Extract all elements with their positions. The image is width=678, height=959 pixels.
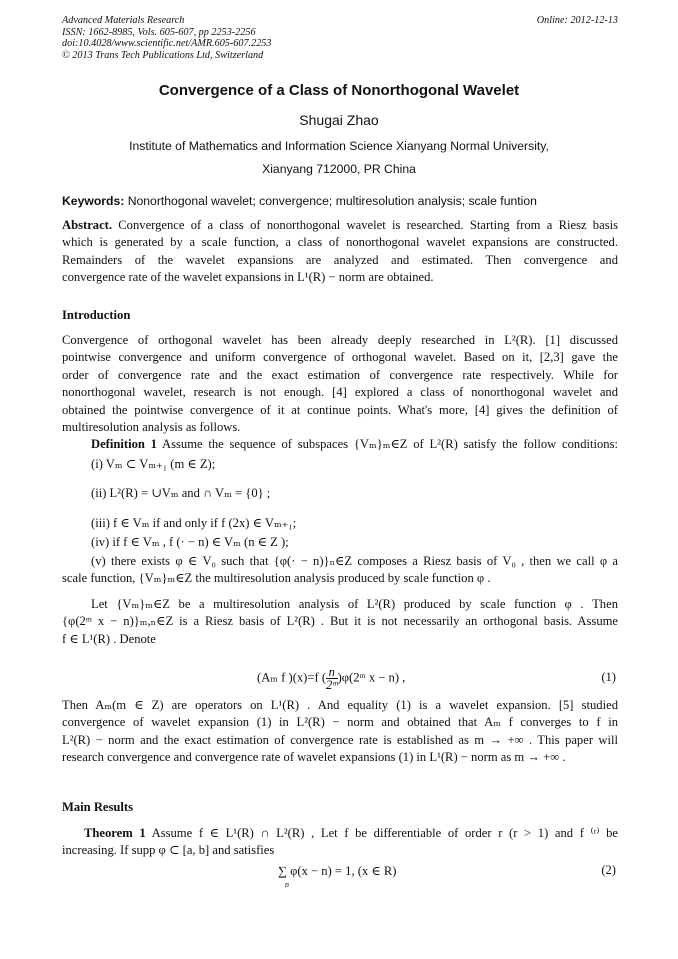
introduction-paragraph <box>62 332 618 436</box>
intro-line: nonorthogonal wavelet, research is not enough. [4] explored a class of nonorthogonal wavelet and <box>62 385 618 400</box>
theorem-1 <box>62 825 618 860</box>
eq2-subscript: n <box>285 880 289 889</box>
paper-title: Convergence of a Class of Nonorthogonal Wavelet <box>158 82 520 99</box>
eq1-numerator: n <box>326 666 338 679</box>
abstract-label: Abstract. <box>62 218 113 232</box>
condition-iii: (iii) f ∈ Vₘ if and only if f (2x) ∈ Vₘ₊₁; <box>91 516 297 530</box>
condition-ii: (ii) L²(R) = ∪Vₘ and ∩ Vₘ = {0} ; <box>91 486 271 500</box>
abstract-text-0: Convergence of a class of nonorthogonal wavelet is researched. Starting from a Riesz basis <box>118 218 618 232</box>
journal-header <box>62 15 618 61</box>
definition-text: Assume the sequence of subspaces {Vₘ}ₘ∈Z of L²(R) satisfy the follow conditions: <box>162 437 618 451</box>
let-line: {φ(2ᵐ x − n)}ₘ,ₙ∈Z is a Riesz basis of L²(R) . But it is not necessarily an orthogonal basis. Assume <box>62 614 618 629</box>
let-line: f ∈ L¹(R) . Denote <box>62 631 156 646</box>
intro-line: obtained the pointwise convergence of it at continue points. What's more, [4] gives the definition of <box>62 402 618 417</box>
theorem-line <box>62 825 618 842</box>
online-date: Online: 2012-12-13 <box>536 15 618 26</box>
theorem-line: increasing. If supp φ ⊂ [a, b] and satisfies <box>62 843 275 858</box>
affiliation-line-1: Institute of Mathematics and Information Science Xianyang Normal University, <box>129 139 549 153</box>
intro-line: multiresolution analysis as follows. <box>62 420 241 435</box>
intro-line: order of convergence rate and the exact estimation of convergence rate respectively. While for <box>62 367 618 382</box>
intro-line: pointwise convergence and uniform convergence of orthogonal wavelet. Based on it, [2,3] gave the <box>62 350 618 365</box>
author-name: Shugai Zhao <box>299 112 379 128</box>
abstract-line: Remainders of the wavelet expansions are analyzed and estimated. Then convergence and <box>62 252 618 267</box>
keywords-text: Nonorthogonal wavelet; convergence; multiresolution analysis; scale funtion <box>127 194 537 208</box>
issn-line: ISSN: 1662-8985, Vols. 605-607, pp 2253-2256 <box>62 26 256 38</box>
equation-1 <box>257 666 405 691</box>
abstract-line: which is generated by a scale function, a class of nonorthogonal wavelet expansions are constructed. <box>62 235 618 250</box>
eq2-body: ∑ φ(x − n) = 1, (x ∈ R) <box>278 864 397 878</box>
eq1-fraction <box>326 666 338 691</box>
abstract-line <box>62 217 618 234</box>
eq1-left: (Aₘ f )(x)=f ( <box>257 670 327 685</box>
affiliation-line-2: Xianyang 712000, PR China <box>262 162 416 176</box>
keywords <box>62 194 618 208</box>
equation-2 <box>278 863 397 889</box>
let-paragraph <box>62 596 618 648</box>
eq1-right: )φ(2ᵐ x − n) , <box>337 670 406 685</box>
definition-label: Definition 1 <box>91 437 157 451</box>
eq1-denominator: 2ᵐ <box>326 678 338 692</box>
then-line: L²(R) − norm and the exact estimation of convergence rate is established as m → +∞ . This paper will <box>62 732 618 747</box>
equation-1-number: (1) <box>601 670 616 684</box>
abstract-line: convergence rate of the wavelet expansions in L¹(R) − norm are obtained. <box>62 270 434 285</box>
then-line: Then Aₘ(m ∈ Z) are operators on L¹(R) . And equality (1) is a wavelet expansion. [5] studied <box>62 698 618 712</box>
theorem-label: Theorem 1 <box>84 826 146 840</box>
journal-name: Advanced Materials Research <box>62 15 185 26</box>
definition-1 <box>91 436 618 453</box>
condition-v-line: (v) there exists φ ∈ V₀ such that {φ(· − n)}ₙ∈Z composes a Riesz basis of V₀ , then we call φ a <box>91 554 618 568</box>
doi-line[interactable]: doi:10.4028/www.scientific.net/AMR.605-607.2253 <box>62 38 272 49</box>
keywords-label: Keywords: <box>62 194 125 208</box>
condition-iv: (iv) if f ∈ Vₘ , f (· − n) ∈ Vₘ (n ∈ Z ); <box>91 535 289 549</box>
equation-2-number: (2) <box>601 863 616 877</box>
then-line: convergence of wavelet expansion (1) in L²(R) − norm and obtained that Aₘ f converges to f in <box>62 715 618 730</box>
intro-line: Convergence of orthogonal wavelet has been already deeply researched in L²(R). [1] discussed <box>62 333 618 347</box>
then-line: research convergence and convergence rate of wavelet expansions (1) in L¹(R) − norm as m → +∞ . <box>62 750 566 765</box>
condition-v <box>62 553 618 588</box>
definition-line <box>91 436 618 453</box>
let-line: Let {Vₘ}ₘ∈Z be a multiresolution analysis of L²(R) produced by scale function φ . Then <box>91 597 618 611</box>
then-paragraph <box>62 697 618 767</box>
abstract <box>62 217 618 287</box>
main-results-heading: Main Results <box>62 800 134 814</box>
introduction-heading: Introduction <box>62 308 131 322</box>
condition-v-line: scale function, {Vₘ}ₘ∈Z the multiresolution analysis produced by scale function φ . <box>62 571 491 586</box>
copyright-line: © 2013 Trans Tech Publications Ltd, Switzerland <box>62 49 264 61</box>
theorem-text-0: Assume f ∈ L¹(R) ∩ L²(R) , Let f be differentiable of order r (r > 1) and f ⁽ʳ⁾ be <box>151 826 618 840</box>
condition-i: (i) Vₘ ⊂ Vₘ₊₁ (m ∈ Z); <box>91 457 216 471</box>
